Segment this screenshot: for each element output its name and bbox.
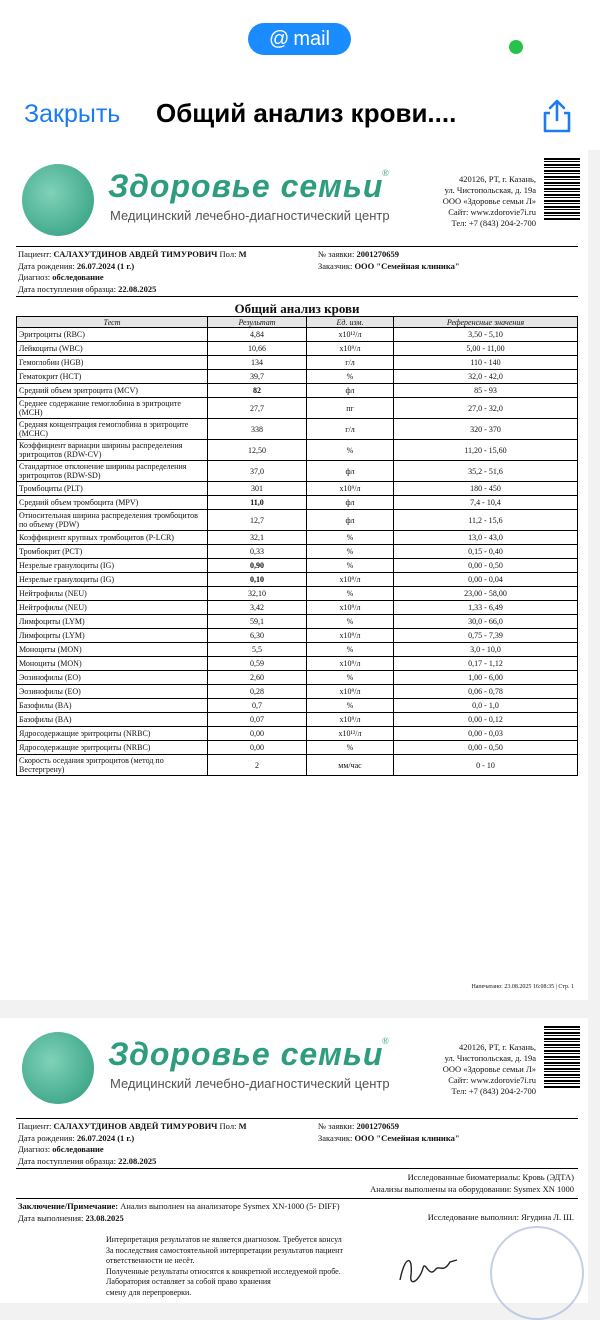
table-row	[17, 559, 578, 573]
barcode	[544, 1026, 580, 1088]
report-title: Общий анализ крови	[234, 301, 360, 316]
row-test: Средний объем тромбоцита (MPV)	[17, 496, 208, 510]
document-page-2	[0, 1018, 588, 1303]
row-unit: x10⁹/л	[307, 573, 394, 587]
table-row	[17, 573, 578, 587]
col-test: Тест	[17, 317, 208, 328]
row-unit: %	[307, 671, 394, 685]
row-result: 3,42	[208, 601, 307, 615]
clinic-address: 420126, РТ, г. Казань, ул. Чистопольская, д. 19а ООО «Здоровье семьи Л» Сайт: www.zdorovie7i.ru Тел: +7 (843) 204-2-700	[442, 174, 536, 228]
row-ref: 0,06 - 0,78	[394, 685, 578, 699]
row-unit: фл	[307, 496, 394, 510]
row-result: 59,1	[208, 615, 307, 629]
table-row	[17, 461, 578, 482]
top-bar	[0, 0, 600, 150]
row-unit: x10⁹/л	[307, 342, 394, 356]
clinic-subtitle: Медицинский лечебно-диагностический центр	[110, 1076, 390, 1091]
row-unit: %	[307, 440, 394, 461]
patient-info: Пациент: САЛАХУТДИНОВ АВДЕЙ ТИМУРОВИЧ Пол: М Дата рождения: 26.07.2024 (1 г.) Диагноз: обследование Дата поступления образца: 22.08.2025	[18, 1121, 247, 1166]
divider	[16, 1198, 578, 1199]
registered-mark: ®	[382, 168, 389, 178]
row-ref: 0,00 - 0,12	[394, 713, 578, 727]
row-ref: 27,0 - 32,0	[394, 398, 578, 419]
row-ref: 0,00 - 0,03	[394, 727, 578, 741]
row-result: 301	[208, 482, 307, 496]
row-test: Коэффициент крупных тромбоцитов (P-LCR)	[17, 531, 208, 545]
share-icon[interactable]	[540, 98, 574, 134]
row-result: 0,33	[208, 545, 307, 559]
row-result: 6,30	[208, 629, 307, 643]
performer: Исследование выполнил: Ягудина Л. Ш.	[427, 1212, 574, 1222]
row-ref: 110 - 140	[394, 356, 578, 370]
row-result: 12,7	[208, 510, 307, 531]
close-button[interactable]: Закрыть	[24, 100, 121, 128]
table-row	[17, 727, 578, 741]
row-ref: 0 - 10	[394, 755, 578, 776]
row-unit: x10¹²/л	[307, 727, 394, 741]
row-unit: мм/час	[307, 755, 394, 776]
table-row	[17, 699, 578, 713]
row-result: 0,7	[208, 699, 307, 713]
row-test: Ядросодержащие эритроциты (NRBC)	[17, 741, 208, 755]
table-row	[17, 419, 578, 440]
row-result: 27,7	[208, 398, 307, 419]
at-icon: @	[269, 27, 290, 50]
clinic-logo-icon	[22, 1032, 94, 1104]
row-test: Эозинофилы (EO)	[17, 685, 208, 699]
divider	[16, 1168, 578, 1169]
document-page-1	[0, 150, 588, 1000]
table-row	[17, 713, 578, 727]
row-result: 2,60	[208, 671, 307, 685]
row-unit: %	[307, 587, 394, 601]
row-test: Незрелые гранулоциты (IG)	[17, 559, 208, 573]
row-unit: г/л	[307, 419, 394, 440]
table-row	[17, 370, 578, 384]
printed-footer: Напечатано: 23.08.2025 16:08:35 | Стр. 1	[471, 984, 574, 990]
row-unit: %	[307, 699, 394, 713]
row-ref: 180 - 450	[394, 482, 578, 496]
order-info: № заявки: 2001270659 Заказчик: ООО "Семейная клиника"	[318, 249, 460, 271]
row-unit: %	[307, 643, 394, 657]
row-unit: %	[307, 531, 394, 545]
row-result: 0,90	[208, 559, 307, 573]
row-ref: 0,17 - 1,12	[394, 657, 578, 671]
clinic-name: Здоровье семьи	[108, 1036, 384, 1072]
row-ref: 3,0 - 10,0	[394, 643, 578, 657]
row-test: Относительная ширина распределения тромбоцитов по объему (PDW)	[17, 510, 208, 531]
row-unit: x10⁹/л	[307, 482, 394, 496]
row-test: Среднее содержание гемоглобина в эритроците (MCH)	[17, 398, 208, 419]
clinic-address: 420126, РТ, г. Казань, ул. Чистопольская, д. 19а ООО «Здоровье семьи Л» Сайт: www.zdorovie7i.ru Тел: +7 (843) 204-2-700	[442, 1042, 536, 1096]
row-ref: 320 - 370	[394, 419, 578, 440]
row-ref: 0,0 - 1,0	[394, 699, 578, 713]
row-ref: 0,75 - 7,39	[394, 629, 578, 643]
row-result: 82	[208, 384, 307, 398]
row-ref: 85 - 93	[394, 384, 578, 398]
registered-mark: ®	[382, 1036, 389, 1046]
row-test: Ядросодержащие эритроциты (NRBC)	[17, 727, 208, 741]
table-row	[17, 601, 578, 615]
row-test: Нейтрофилы (NEU)	[17, 587, 208, 601]
table-row	[17, 440, 578, 461]
order-info: № заявки: 2001270659 Заказчик: ООО "Семейная клиника"	[318, 1121, 460, 1143]
row-result: 39,7	[208, 370, 307, 384]
row-test: Моноциты (MON)	[17, 643, 208, 657]
divider	[16, 246, 578, 247]
table-row	[17, 398, 578, 419]
row-test: Моноциты (MON)	[17, 657, 208, 671]
clinic-subtitle: Медицинский лечебно-диагностический центр	[110, 208, 390, 223]
patient-info: Пациент: САЛАХУТДИНОВ АВДЕЙ ТИМУРОВИЧ Пол: М Дата рождения: 26.07.2024 (1 г.) Диагноз: обследование Дата поступления образца: 22.08.2025	[18, 249, 247, 294]
row-test: Эритроциты (RBC)	[17, 328, 208, 342]
status-dot-icon	[509, 40, 523, 54]
row-ref: 32,0 - 42,0	[394, 370, 578, 384]
table-row	[17, 384, 578, 398]
row-unit: фл	[307, 510, 394, 531]
row-result: 10,66	[208, 342, 307, 356]
row-unit: x10⁹/л	[307, 601, 394, 615]
row-result: 37,0	[208, 461, 307, 482]
row-result: 0,59	[208, 657, 307, 671]
row-test: Нейтрофилы (NEU)	[17, 601, 208, 615]
row-ref: 1,33 - 6,49	[394, 601, 578, 615]
row-unit: x10⁹/л	[307, 657, 394, 671]
row-ref: 0,00 - 0,50	[394, 741, 578, 755]
results-table	[16, 316, 578, 776]
row-result: 32,1	[208, 531, 307, 545]
row-result: 134	[208, 356, 307, 370]
row-unit: %	[307, 370, 394, 384]
row-result: 0,00	[208, 727, 307, 741]
mail-label: mail	[293, 27, 330, 50]
col-unit: Ед. изм.	[307, 317, 394, 328]
table-row	[17, 629, 578, 643]
row-result: 11,0	[208, 496, 307, 510]
signature-image	[395, 1250, 465, 1290]
row-ref: 11,2 - 15,6	[394, 510, 578, 531]
biomaterial-info: Исследованные биоматериалы: Кровь (ЭДТА) Анализы выполнены на оборудовании: Sysmex XN 1000	[370, 1172, 574, 1194]
row-unit: фл	[307, 384, 394, 398]
row-test: Коэффициент вариации ширины распределения эритроцитов (RDW-CV)	[17, 440, 208, 461]
table-row	[17, 587, 578, 601]
divider	[16, 296, 578, 297]
row-test: Лейкоциты (WBC)	[17, 342, 208, 356]
row-ref: 11,20 - 15,60	[394, 440, 578, 461]
row-unit: %	[307, 615, 394, 629]
table-row	[17, 356, 578, 370]
document-title: Общий анализ крови....	[156, 98, 457, 128]
row-test: Незрелые гранулоциты (IG)	[17, 573, 208, 587]
row-ref: 7,4 - 10,4	[394, 496, 578, 510]
row-result: 32,10	[208, 587, 307, 601]
row-unit: x10⁹/л	[307, 685, 394, 699]
table-row	[17, 643, 578, 657]
divider	[16, 1118, 578, 1119]
row-unit: г/л	[307, 356, 394, 370]
row-test: Тромбоциты (PLT)	[17, 482, 208, 496]
row-result: 0,07	[208, 713, 307, 727]
row-unit: x10⁹/л	[307, 713, 394, 727]
row-ref: 0,00 - 0,50	[394, 559, 578, 573]
row-unit: %	[307, 545, 394, 559]
row-test: Гемоглобин (HGB)	[17, 356, 208, 370]
row-test: Тромбокрит (PCT)	[17, 545, 208, 559]
row-unit: фл	[307, 461, 394, 482]
row-ref: 13,0 - 43,0	[394, 531, 578, 545]
row-test: Средний объем эритроцита (MCV)	[17, 384, 208, 398]
row-ref: 23,00 - 58,00	[394, 587, 578, 601]
table-row	[17, 531, 578, 545]
row-result: 0,10	[208, 573, 307, 587]
table-row	[17, 496, 578, 510]
table-row	[17, 671, 578, 685]
row-test: Лимфоциты (LYM)	[17, 615, 208, 629]
clinic-name: Здоровье семьи	[108, 168, 384, 204]
row-result: 4,84	[208, 328, 307, 342]
table-row	[17, 685, 578, 699]
row-test: Эозинофилы (EO)	[17, 671, 208, 685]
row-unit: пг	[307, 398, 394, 419]
row-ref: 35,2 - 51,6	[394, 461, 578, 482]
table-row	[17, 510, 578, 531]
clinic-stamp-image	[490, 1226, 584, 1320]
table-row	[17, 342, 578, 356]
col-ref: Референсные значения	[394, 317, 578, 328]
row-unit: %	[307, 559, 394, 573]
notes: Интерпретация результатов не является диагнозом. Требуется консул За последствия самостоятельной интерпретации результатов пациент ответственности не несёт. Полученные результаты относятся к конкретной исследуемой пробе. Лаборатория оставляет за собой право хранения смену для перепроверки.	[106, 1235, 343, 1297]
table-row	[17, 755, 578, 776]
row-ref: 3,50 - 5,10	[394, 328, 578, 342]
mail-indicator[interactable]	[248, 23, 351, 55]
row-ref: 0,15 - 0,40	[394, 545, 578, 559]
table-row	[17, 482, 578, 496]
table-row	[17, 615, 578, 629]
barcode	[544, 158, 580, 220]
row-unit: %	[307, 741, 394, 755]
row-ref: 5,00 - 11,00	[394, 342, 578, 356]
row-test: Средняя концентрация гемоглобина в эритроците (MCHC)	[17, 419, 208, 440]
clinic-logo-icon	[22, 164, 94, 236]
table-row	[17, 741, 578, 755]
row-result: 12,50	[208, 440, 307, 461]
col-result: Результат	[208, 317, 307, 328]
row-test: Базофилы (BA)	[17, 699, 208, 713]
row-test: Лимфоциты (LYM)	[17, 629, 208, 643]
row-ref: 30,0 - 66,0	[394, 615, 578, 629]
table-row	[17, 545, 578, 559]
row-result: 0,28	[208, 685, 307, 699]
row-unit: x10⁹/л	[307, 629, 394, 643]
conclusion: Заключение/Примечание: Анализ выполнен на анализаторе Sysmex XN-1000 (5- DIFF) Дата выполнения: 23.08.2025	[18, 1201, 340, 1223]
row-test: Стандартное отклонение ширины распределения эритроцитов (RDW-SD)	[17, 461, 208, 482]
row-ref: 1,00 - 6,00	[394, 671, 578, 685]
table-row	[17, 657, 578, 671]
row-test: Базофилы (BA)	[17, 713, 208, 727]
row-test: Гематокрит (HCT)	[17, 370, 208, 384]
row-result: 0,00	[208, 741, 307, 755]
row-ref: 0,00 - 0,04	[394, 573, 578, 587]
row-test: Скорость оседания эритроцитов (метод по Вестергрену)	[17, 755, 208, 776]
table-row	[17, 328, 578, 342]
row-result: 338	[208, 419, 307, 440]
table-header	[17, 317, 578, 328]
row-result: 5,5	[208, 643, 307, 657]
row-unit: x10¹²/л	[307, 328, 394, 342]
row-result: 2	[208, 755, 307, 776]
